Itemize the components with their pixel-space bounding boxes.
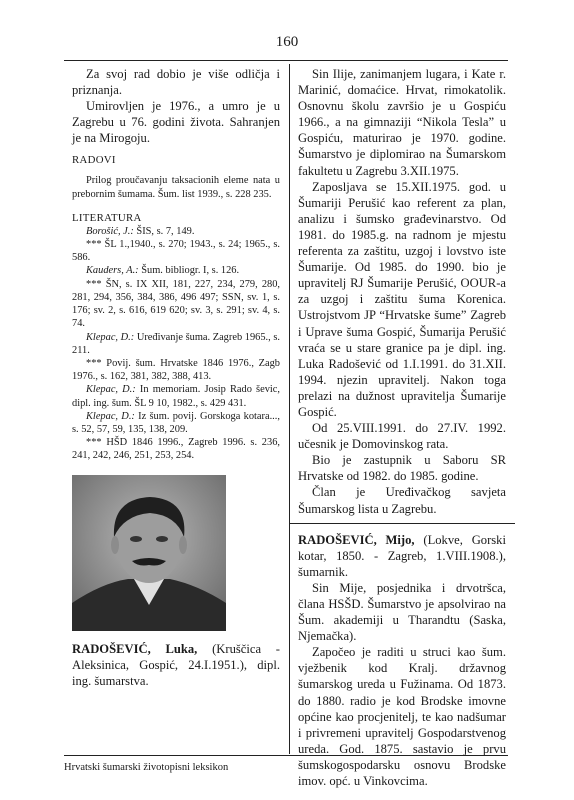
reference-author: Kauders, A.: <box>86 265 139 277</box>
entry-text: (Lokve, Gorski kotar, 1850. - Zagreb, 1.VIII.1908.), šumarnik. <box>298 532 506 579</box>
literatura-item <box>72 410 280 436</box>
top-rule <box>64 60 508 61</box>
literatura-heading: LITERATURA <box>72 211 142 224</box>
right-column <box>298 66 506 789</box>
portrait-photo <box>72 475 226 631</box>
body-paragraph: Započeo je raditi u struci kao šum. vježbenik kod Kralj. državnog šumarskog ureda u Fužinama. Od 1873. do 1880. radio je kod Brodske imovne općine kao procjenitelj, te kao nadšumar i privremeni upravitelj Gospodarstvenog ureda. God. 1875. sastavio je prvu šumskogospodarsku osnovu Brodske imov. opć. u Vinkovcima. <box>298 645 506 789</box>
entry-text: (Kruščica - Aleksinica, Gospić, 24.I.1951.), dipl. ing. šumarstva. <box>72 641 280 688</box>
literatura-item <box>72 238 280 264</box>
entry-name: RADOŠEVIĆ, Mijo, <box>298 532 415 547</box>
literatura-item <box>72 278 280 331</box>
reference-text: ŠIS, s. 7, 149. <box>133 225 195 237</box>
bottom-rule <box>64 755 508 756</box>
literatura-item <box>72 357 280 383</box>
reference-author: Klepac, D.: <box>86 410 135 422</box>
intro-paragraph: Umirovljen je 1976., a umro je u Zagrebu u 76. godini života. Sahranjen je na Mirogoju. <box>72 99 280 146</box>
entry-luka <box>72 641 280 689</box>
reference-text: *** Povij. šum. Hrvatske 1846 1976., Zagb 1976., s. 162, 381, 382, 388, 413. <box>72 357 280 383</box>
column-divider <box>289 64 290 754</box>
entry-divider <box>289 517 515 524</box>
footer-text: Hrvatski šumarski životopisni leksikon <box>64 762 229 773</box>
reference-text: *** ŠN, s. IX XII, 181, 227, 234, 279, 280, 281, 294, 356, 384, 386, 496 497; SSN, sv. 1, s. 176; sv. 2, s. 616, 619 620; sv. 3, s. 291; sv. 4, s. 74. <box>72 278 280 330</box>
entry-mijo <box>298 532 506 580</box>
reference-author: Klepac, D.: <box>86 384 136 396</box>
literatura-item <box>72 383 280 409</box>
literatura-item <box>72 331 280 357</box>
intro-paragraph: Za svoj rad dobio je više odličja i priznanja. <box>72 67 280 98</box>
reference-text: *** ŠL 1.,1940., s. 270; 1943., s. 24; 1965., s. 586. <box>72 239 280 264</box>
entry-name: RADOŠEVIĆ, Luka, <box>72 641 198 656</box>
literatura-list <box>72 225 280 463</box>
literatura-item <box>72 436 280 462</box>
reference-author: Klepac, D.: <box>86 331 135 343</box>
body-paragraph: Od 25.VIII.1991. do 27.IV. 1992. učesnik je Domovinskog rata. <box>298 421 506 452</box>
radovi-heading: RADOVI <box>72 154 116 167</box>
reference-text: Šum. bibliogr. I, s. 126. <box>138 265 240 277</box>
literatura-item <box>72 225 280 238</box>
reference-text: Iz šum. povij. Gorskoga kotara..., s. 52, 57, 59, 135, 138, 209. <box>72 410 280 435</box>
body-paragraph: Član je Uređivačkog savjeta Šumarskog lista u Zagrebu. <box>298 485 506 516</box>
body-paragraph: Sin Mije, posjednika i drvotršca, člana HSŠD. Šumarstvo je apsolvirao na Šum. akademiji u Tharandtu (Saska, Njemačka). <box>298 580 506 644</box>
reference-text: Uređivanje šuma. Zagreb 1965., s. 211. <box>72 331 280 356</box>
reference-text: In memoriam. Josip Rado ševic, dipl. ing. šum. ŠL 9 10, 1982., s. 429 431. <box>72 384 280 409</box>
radovi-item: Prilog proučavanju taksacionih eleme nata u prebornim šumama. Šum. list 1939., s. 228 235. <box>72 175 280 200</box>
portrait-image <box>72 475 226 631</box>
body-paragraph: Sin Ilije, zanimanjem lugara, i Kate r. Marinić, domaćice. Hrvat, rimokatolik. Osnovnu školu završio je u Gospiću 1966., a na gimnaziji “Nikola Tesla” u Gospiću, maturirao je 1970. godine. Šumarstvo je diplomirao na Šumarskom fakultetu u Zagrebu 3.XII.1975. <box>298 67 506 178</box>
reference-author: Borošić, J.: <box>86 225 134 237</box>
body-paragraph: Zaposljava se 15.XII.1975. god. u Šumariji Perušić kao referent za plan, analizu i šumsko građevinarstvo. Od 1981. do 1985.g. na radnom je mjestu referenta za zaštitu, uzgoj i lovstvo iste Šumarije. Od 1985. do 1990. bio je upravitelj RJ Šumarije Perušić, OOUR-a za uzgoj i zaštitu šuma Korenica. Ustrojstvom JP “Hrvatske šume” Zagreb i Uprave šuma Gospić, Šumarija Perušić vraća se u stare granice pa je dipl. ing. Luka Radošević od 1.I.1991. do 31.XII. 1994. njezin upravitelj. Nakon toga prelazi na dužnost upravitelja Šumarije Gospić. <box>298 179 506 419</box>
literatura-item <box>72 264 280 277</box>
reference-text: *** HŠD 1846 1996., Zagreb 1996. s. 236, 241, 242, 246, 251, 253, 254. <box>72 437 280 462</box>
body-paragraph: Bio je zastupnik u Saboru SR Hrvatske od 1982. do 1985. godine. <box>298 453 506 484</box>
left-column <box>72 66 280 689</box>
page-number: 160 <box>275 34 299 50</box>
